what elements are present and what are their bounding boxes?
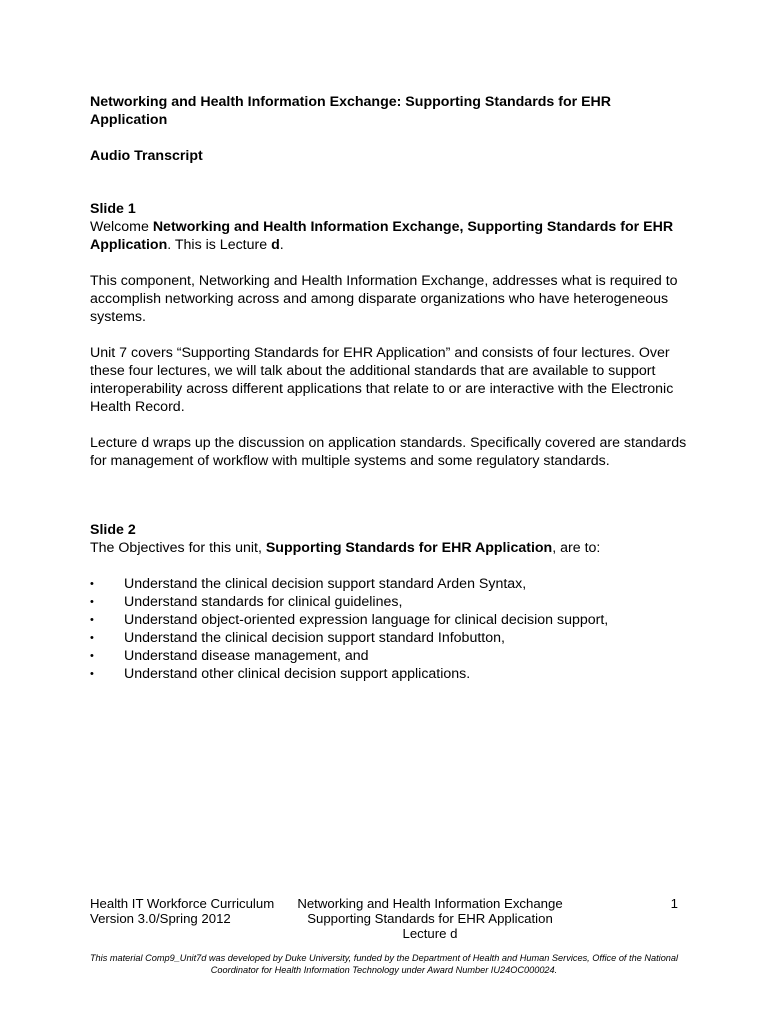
- bullet-icon: •: [90, 668, 94, 680]
- slide-1-paragraph-lecture: Lecture d wraps up the discussion on application standards. Specifically covered are standards for management of workflow with multiple systems and some regulatory standards.: [90, 435, 687, 469]
- footer-curriculum: Health IT Workforce Curriculum: [90, 896, 275, 911]
- document-title: Networking and Health Information Exchange: Supporting Standards for EHR Application: [90, 94, 612, 128]
- objective-item: [90, 575, 690, 593]
- objective-item: [90, 647, 690, 665]
- intro-suffix: , are to:: [552, 540, 601, 556]
- footer-unit: Supporting Standards for EHR Application: [307, 911, 553, 926]
- objective-text: Understand object-oriented expression language for clinical decision support,: [124, 612, 609, 628]
- welcome-prefix: Welcome: [90, 219, 153, 235]
- slide-2-intro: [90, 539, 690, 557]
- welcome-course-title: Networking and Health Information Exchange, Supporting Standards for EHR Application: [90, 219, 674, 253]
- intro-prefix: The Objectives for this unit,: [90, 540, 266, 556]
- objective-item: [90, 611, 690, 629]
- footer-version: Version 3.0/Spring 2012: [90, 911, 231, 926]
- objectives-list: [90, 575, 690, 683]
- slide-1-welcome: [90, 218, 690, 254]
- objective-text: Understand the clinical decision support standard Infobutton,: [124, 630, 505, 646]
- bullet-icon: •: [90, 650, 94, 662]
- page-number: 1: [670, 896, 678, 911]
- slide-1-heading: Slide 1: [90, 201, 136, 217]
- footer-component: Networking and Health Information Exchange: [297, 896, 563, 911]
- objective-text: Understand disease management, and: [124, 648, 369, 664]
- bullet-icon: •: [90, 596, 94, 608]
- bullet-icon: •: [90, 632, 94, 644]
- document-subtitle: Audio Transcript: [90, 148, 203, 164]
- footer-lecture: Lecture d: [402, 926, 458, 941]
- slide-1-section: [90, 200, 690, 470]
- footer-center: [280, 896, 580, 941]
- funding-disclaimer: This material Comp9_Unit7d was developed by Duke University, funded by the Department of Health and Human Services, Office of the National Coordinator for Health Information Technology under Award Number IU24OC000024.: [89, 953, 679, 975]
- bullet-icon: •: [90, 614, 94, 626]
- objective-text: Understand the clinical decision support standard Arden Syntax,: [124, 576, 527, 592]
- slide-2-section: [90, 521, 690, 683]
- objective-item: [90, 665, 690, 683]
- welcome-mid: . This is Lecture: [167, 237, 272, 253]
- intro-unit-title: Supporting Standards for EHR Application: [265, 540, 553, 556]
- objective-item: [90, 629, 690, 647]
- welcome-end: .: [279, 237, 284, 253]
- objective-text: Understand other clinical decision support applications.: [124, 666, 471, 682]
- slide-2-heading: Slide 2: [90, 522, 136, 538]
- slide-1-paragraph-component: This component, Networking and Health Information Exchange, addresses what is required to accomplish networking across and among disparate organizations who have heterogeneous systems.: [90, 273, 678, 325]
- welcome-lecture-letter: d: [271, 237, 280, 253]
- objective-item: [90, 593, 690, 611]
- objective-text: Understand standards for clinical guidelines,: [124, 594, 403, 610]
- bullet-icon: •: [90, 578, 94, 590]
- footer-left: [90, 896, 290, 926]
- slide-1-paragraph-unit: Unit 7 covers “Supporting Standards for EHR Application” and consists of four lectures. Over these four lectures, we will talk about the additional standards that are available to support interoperability across different applications that relate to or are interactive with the Electronic Health Record.: [90, 345, 674, 415]
